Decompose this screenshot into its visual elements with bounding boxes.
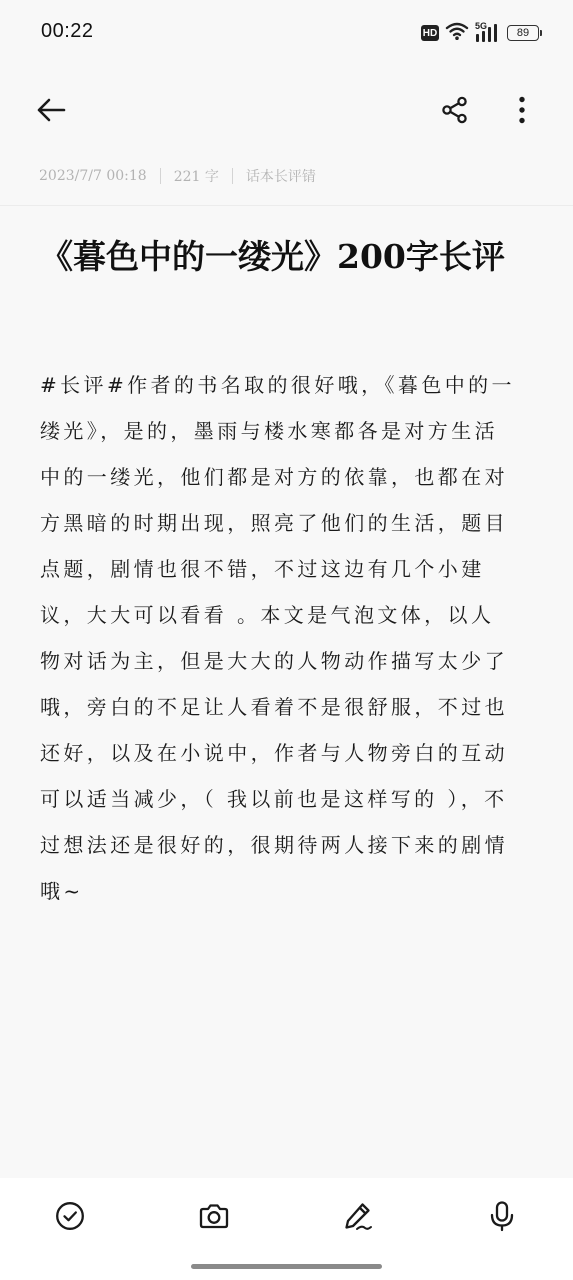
more-options-button[interactable] xyxy=(502,92,542,132)
checklist-button[interactable] xyxy=(50,1198,90,1238)
handwriting-button[interactable] xyxy=(338,1198,378,1238)
header-divider xyxy=(0,205,573,206)
share-button[interactable] xyxy=(435,92,475,132)
battery-indicator xyxy=(507,25,539,41)
meta-separator xyxy=(160,168,161,184)
note-word-count: 221 字 xyxy=(173,169,219,185)
note-category[interactable]: 话本长评锖 xyxy=(245,169,316,185)
meta-separator xyxy=(232,168,233,184)
note-title[interactable]: 《暮色中的一缕光》200字长评 xyxy=(40,237,505,276)
battery-level: 89 xyxy=(516,27,530,39)
note-date: 2023/7/7 00:18 xyxy=(39,168,147,184)
camera-icon xyxy=(198,1202,230,1234)
back-button[interactable] xyxy=(31,92,71,132)
home-indicator[interactable] xyxy=(191,1264,382,1269)
wifi-icon xyxy=(445,21,469,45)
microphone-icon xyxy=(488,1200,516,1236)
hd-badge: HD xyxy=(421,25,439,41)
note-meta xyxy=(39,164,316,188)
camera-button[interactable] xyxy=(194,1198,234,1238)
status-time: 00:22 xyxy=(41,20,94,42)
status-icons xyxy=(421,22,539,44)
share-icon xyxy=(441,96,469,128)
voice-input-button[interactable] xyxy=(482,1198,522,1238)
cellular-signal-icon xyxy=(475,23,501,43)
bottom-toolbar xyxy=(0,1178,573,1280)
more-vertical-icon xyxy=(518,96,526,128)
note-body[interactable]: #长评#作者的书名取的很好哦，《暮色中的一缕光》，是的，墨雨与楼水寒都各是对方生活中的一缕光，他们都是对方的依靠，也都在对方黑暗的时期出现，照亮了他们的生活，题目点题，剧情也很不错，不过这边有几个小建议，大大可以看看 。本文是气泡文体，以人物对话为主，但是大大的人物动作描写太少了哦，旁白的不足让人看着不是很舒服，不过也还好，以及在小说中，作者与人物旁白的互动可以适当减少，（ 我以前也是这样写的 ），不过想法还是很好的，很期待两人接下来的剧情哦~ xyxy=(40,373,515,903)
top-toolbar xyxy=(0,84,573,140)
network-type-label: 5G xyxy=(475,21,488,31)
status-bar xyxy=(0,0,573,66)
pen-icon xyxy=(342,1200,374,1236)
arrow-left-icon xyxy=(36,98,66,126)
check-circle-icon xyxy=(55,1201,85,1235)
